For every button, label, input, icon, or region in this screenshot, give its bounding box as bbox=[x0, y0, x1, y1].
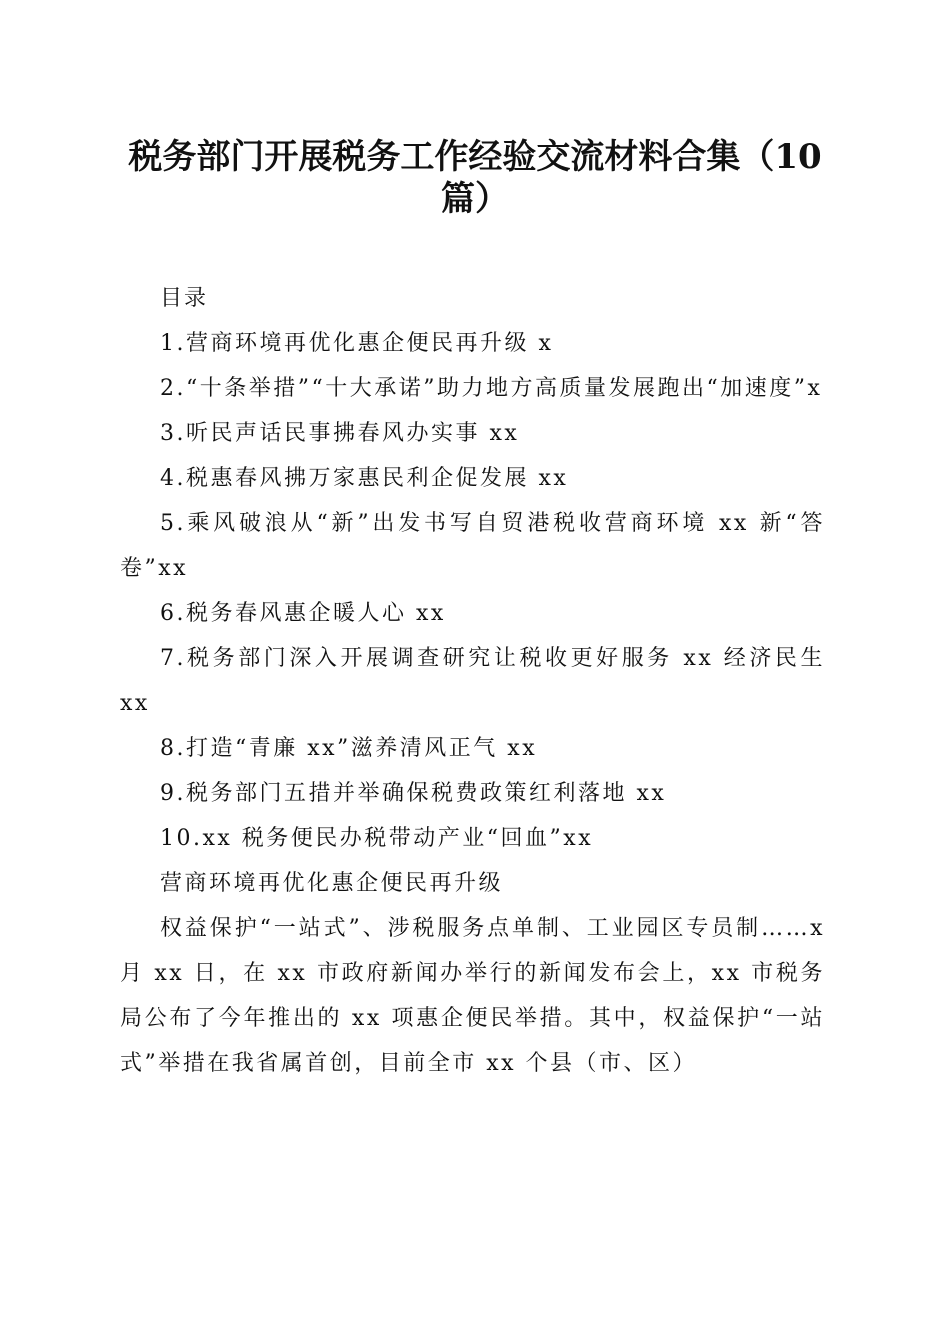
toc-item-8: 8.打造“青廉 xx”滋养清风正气 xx bbox=[160, 736, 538, 761]
section-heading: 营商环境再优化惠企便民再升级 bbox=[160, 871, 504, 896]
toc-item-10: 10.xx 税务便民办税带动产业“回血”xx bbox=[160, 826, 594, 851]
toc-item-9: 9.税务部门五措并举确保税费政策红利落地 xx bbox=[160, 781, 667, 806]
toc-item-7: 7.税务部门深入开展调查研究让税收更好服务 xx 经济民生 xx bbox=[120, 646, 825, 716]
document-title: 税务部门开展税务工作经验交流材料合集（10篇） bbox=[128, 137, 822, 219]
toc-item-1: 1.营商环境再优化惠企便民再升级 x bbox=[160, 331, 554, 356]
toc-item-5: 5.乘风破浪从“新”出发书写自贸港税收营商环境 xx 新“答卷”xx bbox=[120, 511, 825, 581]
toc-item-4: 4.税惠春风拂万家惠民利企促发展 xx bbox=[160, 466, 569, 491]
toc-item-6: 6.税务春风惠企暖人心 xx bbox=[160, 601, 446, 626]
toc-heading: 目录 bbox=[160, 286, 209, 311]
toc-item-3: 3.听民声话民事拂春风办实事 xx bbox=[160, 421, 520, 446]
toc-item-2: 2.“十条举措”“十大承诺”助力地方高质量发展跑出“加速度”x bbox=[160, 376, 823, 401]
document-body bbox=[120, 276, 825, 1086]
body-paragraph: 权益保护“一站式”、涉税服务点单制、工业园区专员制……x 月 xx 日，在 xx 市政府新闻办举行的新闻发布会上，xx 市税务局公布了今年推出的 xx 项惠企便民举措。其中，权益保护“一站式”举措在我省属首创，目前全市 xx 个县（市、区） bbox=[120, 916, 825, 1076]
